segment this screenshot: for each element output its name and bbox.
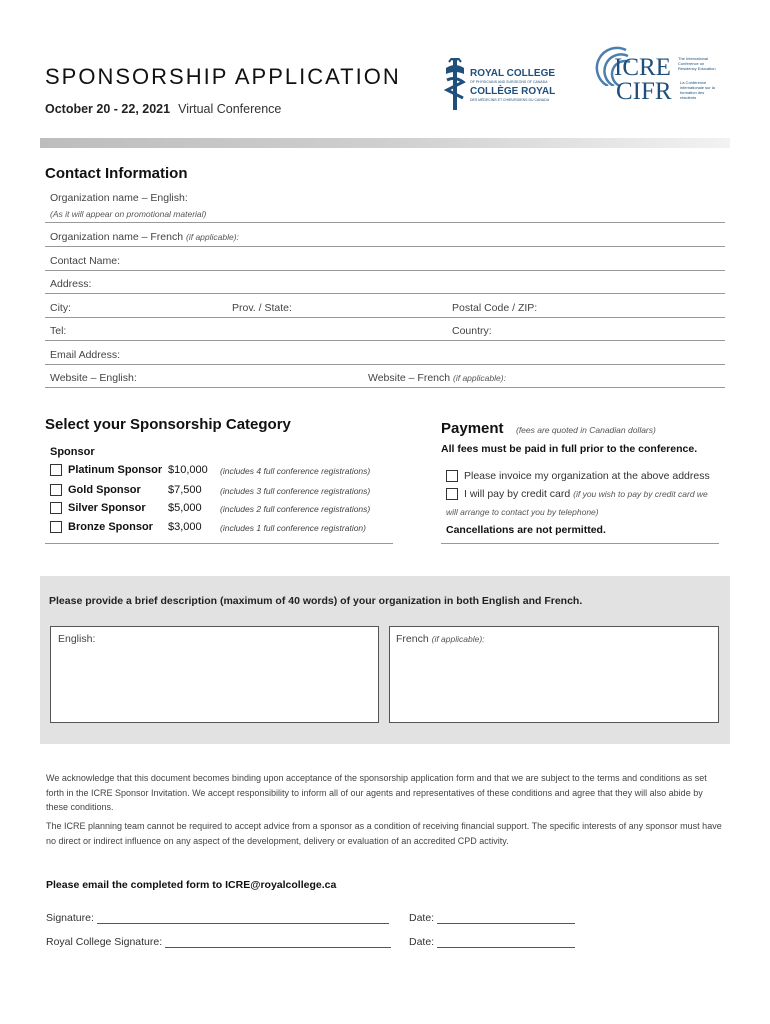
- event-subtitle: [45, 102, 281, 116]
- icre-wordmark: ICRE: [614, 54, 671, 81]
- email-instruction: Please email the completed form to ICRE@royalcollege.ca: [46, 879, 337, 891]
- credit-note-2: will arrange to contact you by telephone): [446, 507, 599, 517]
- sponsor-note: (includes 2 full conference registrations): [220, 504, 371, 514]
- signature-field[interactable]: [46, 912, 389, 924]
- tel-label: Tel:: [50, 325, 67, 337]
- rc-sub-fr: DES MÉDECINS ET CHIRURGIENS DU CANADA: [470, 98, 550, 102]
- icre-desc: The International Conference on Residency Education: [678, 56, 716, 71]
- sponsor-name: Gold Sponsor: [68, 484, 141, 496]
- payment-heading: Payment: [441, 420, 504, 437]
- rc-name-fr: COLLÈGE ROYAL: [470, 86, 556, 97]
- checkbox[interactable]: [50, 502, 62, 514]
- sponsor-note: (includes 3 full conference registrations): [220, 486, 371, 496]
- sponsor-option[interactable]: [50, 464, 395, 482]
- rc-crest-icon: [444, 58, 466, 110]
- french-if-applicable: (if applicable):: [431, 634, 485, 644]
- royal-college-logo: [444, 58, 564, 110]
- rc-date-line[interactable]: [437, 947, 575, 948]
- checkbox[interactable]: [446, 488, 458, 500]
- prov-label: Prov. / State:: [232, 302, 292, 314]
- contact-name-field[interactable]: [45, 246, 725, 271]
- date-field[interactable]: [409, 912, 575, 924]
- event-dates: October 20 - 22, 2021: [45, 102, 171, 116]
- sponsor-price: $3,000: [168, 521, 202, 533]
- rc-signature-field[interactable]: [46, 936, 391, 948]
- website-en-label: Website – English:: [50, 372, 137, 384]
- postal-label: Postal Code / ZIP:: [452, 302, 538, 314]
- website-fr-text: Website – French: [368, 372, 451, 384]
- date-label: Date:: [409, 912, 435, 924]
- legal-paragraph-2: The ICRE planning team cannot be required to accept advice from a sponsor as a condition of receiving financial support. The specific interests of any sponsor must have no direct or indirect influence on any aspect of the development, delivery or evaluation of an accredited CPD activity.: [46, 821, 722, 846]
- payment-heading-row: [441, 420, 656, 438]
- sponsor-list: [50, 464, 395, 544]
- web-fr-if-applicable: (if applicable):: [453, 373, 506, 383]
- rc-date-label: Date:: [409, 936, 435, 948]
- sponsor-subheading: Sponsor: [50, 446, 95, 458]
- country-label: Country:: [452, 325, 492, 337]
- rc-sub-en: OF PHYSICIANS AND SURGEONS OF CANADA: [470, 80, 548, 84]
- email-label: Email Address:: [50, 349, 121, 361]
- address-field[interactable]: [45, 270, 725, 294]
- org-name-en-note: (As it will appear on promotional material): [50, 209, 207, 219]
- payment-divider: [441, 543, 719, 544]
- rc-signature-label: Royal College Signature:: [46, 936, 163, 948]
- checkbox[interactable]: [50, 521, 62, 533]
- checkbox[interactable]: [50, 484, 62, 496]
- rc-signature-line[interactable]: [165, 947, 391, 948]
- description-prompt: Please provide a brief description (maximum of 40 words) of your organization in both English and French.: [49, 595, 583, 607]
- city-label: City:: [50, 302, 71, 314]
- email-field[interactable]: [45, 340, 725, 365]
- website-fr-label: [368, 372, 506, 384]
- invoice-label: Please invoice my organization at the above address: [464, 470, 710, 482]
- french-label: [396, 633, 485, 645]
- checkbox[interactable]: [50, 464, 62, 476]
- contact-heading: Contact Information: [45, 165, 188, 182]
- header-divider: [40, 138, 730, 148]
- org-name-en-label: Organization name – English:: [50, 192, 188, 204]
- credit-note: (if you wish to pay by credit card we: [573, 489, 708, 499]
- city-prov-postal-row[interactable]: [45, 293, 725, 318]
- event-format: Virtual Conference: [178, 102, 282, 116]
- english-label: English:: [58, 633, 96, 645]
- org-name-en-field[interactable]: [45, 188, 725, 223]
- org-name-fr-field[interactable]: [45, 222, 725, 247]
- contact-name-label: Contact Name:: [50, 255, 121, 267]
- org-name-fr-label: [50, 231, 239, 243]
- cifr-wordmark: CIFR: [616, 78, 672, 105]
- sponsor-price: $10,000: [168, 464, 208, 476]
- sponsorship-heading: Select your Sponsorship Category: [45, 416, 291, 433]
- fees-note: (fees are quoted in Canadian dollars): [515, 425, 656, 435]
- description-french-box[interactable]: [389, 626, 719, 723]
- sponsor-price: $7,500: [168, 484, 202, 496]
- sponsor-price: $5,000: [168, 502, 202, 514]
- page-title: SPONSORSHIP APPLICATION: [45, 64, 401, 89]
- cancellations-note: Cancellations are not permitted.: [446, 524, 606, 536]
- credit-option[interactable]: [446, 488, 708, 500]
- signature-line[interactable]: [97, 923, 389, 924]
- sponsor-option[interactable]: [50, 521, 395, 539]
- tel-country-row[interactable]: [45, 317, 725, 341]
- description-section: [40, 576, 730, 744]
- signature-label: Signature:: [46, 912, 94, 924]
- sponsor-option[interactable]: [50, 502, 395, 520]
- date-line[interactable]: [437, 923, 575, 924]
- full-prior-note: All fees must be paid in full prior to the conference.: [441, 443, 698, 455]
- cifr-desc: La Conférence internationale sur la formation des résidents: [680, 80, 715, 100]
- sponsor-name: Bronze Sponsor: [68, 521, 153, 533]
- icre-logo: [588, 46, 718, 110]
- org-name-fr-text: Organization name – French: [50, 231, 184, 243]
- website-row[interactable]: [45, 364, 725, 388]
- sponsor-note: (includes 1 full conference registration): [220, 523, 366, 533]
- description-english-box[interactable]: [50, 626, 379, 723]
- rc-name-en: ROYAL COLLEGE: [470, 68, 556, 79]
- checkbox[interactable]: [446, 470, 458, 482]
- credit-label: I will pay by credit card: [464, 488, 571, 500]
- address-label: Address:: [50, 278, 92, 290]
- legal-paragraph-1: We acknowledge that this document becomes binding upon acceptance of the sponsorship application form and that we are subject to the terms and conditions as set forth in the ICRE Sponsor Invitation. We accept responsibility to inform all of our agents and representatives of these conditions and agree that they will also abide by these conditions.: [46, 773, 707, 812]
- rc-date-field[interactable]: [409, 936, 575, 948]
- french-text: French: [396, 633, 429, 645]
- sponsor-divider: [45, 543, 393, 544]
- sponsor-option[interactable]: [50, 484, 395, 502]
- sponsor-name: Silver Sponsor: [68, 502, 146, 514]
- sponsor-name: Platinum Sponsor: [68, 464, 163, 476]
- org-fr-if-applicable: (if applicable):: [186, 232, 239, 242]
- sponsor-note: (includes 4 full conference registrations): [220, 466, 371, 476]
- invoice-option[interactable]: [446, 470, 710, 482]
